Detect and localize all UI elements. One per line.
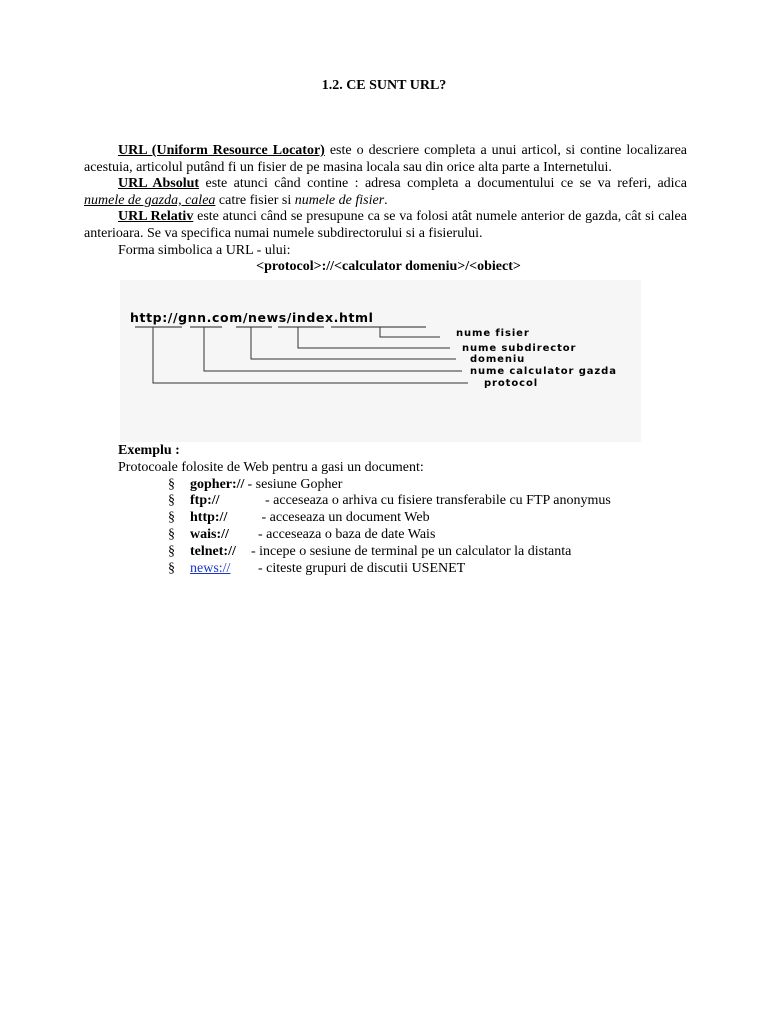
url-term: URL (Uniform Resource Locator) — [118, 143, 325, 158]
label-protocol: protocol — [484, 378, 539, 389]
protocol-name: telnet:// — [190, 543, 236, 559]
bullet-icon: § — [168, 526, 175, 542]
bullet-icon: § — [168, 510, 175, 526]
bullet-icon: § — [168, 560, 175, 576]
protocol-item — [118, 544, 678, 561]
protocol-item — [118, 493, 678, 510]
relative-url-text: este atunci când se presupune ca se va folosi atât numele anterior de gazda, cât si calea anterioara. Se va specifica numai numele subdirectorului si a fisierului. — [84, 209, 687, 241]
absolute-url-term: URL Absolut — [118, 176, 200, 192]
example-heading: Exemplu : — [118, 443, 180, 458]
protocol-name: wais:// — [190, 526, 229, 542]
protocol-item — [118, 527, 678, 544]
bullet-icon: § — [168, 476, 175, 492]
protocol-name: gopher:// — [190, 476, 245, 492]
protocol-list — [118, 477, 678, 578]
connector-domain — [251, 327, 456, 359]
diagram-url-text: http://gnn.com/news/index.html — [130, 310, 374, 325]
protocol-item — [118, 561, 678, 578]
connector-protocol — [153, 327, 468, 383]
connector-file — [380, 327, 440, 337]
label-host: nume calculator gazda — [470, 366, 617, 377]
protocol-description: - sesiune Gopher — [244, 476, 343, 492]
absolute-url-text-b: catre fisier si — [215, 192, 295, 208]
absolute-url-text-a: este atunci când contine : adresa completa a documentului ce se va referi, adica — [199, 176, 687, 192]
protocol-link[interactable]: news:// — [190, 560, 231, 576]
protocol-name: http:// — [190, 510, 228, 526]
protocol-description: - citeste grupuri de discutii USENET — [244, 560, 466, 576]
absolute-url-paragraph — [84, 176, 687, 209]
section-heading: 1.2. CE SUNT URL? — [321, 78, 447, 93]
url-diagram-svg — [120, 280, 641, 442]
label-subdir: nume subdirector — [462, 343, 577, 354]
example-intro: Protocoale folosite de Web pentru a gasi un document: — [118, 459, 424, 475]
protocol-name: ftp:// — [190, 493, 220, 509]
symbolic-form-intro: Forma simbolica a URL - ului: — [118, 242, 291, 258]
protocol-description: - acceseaza o baza de date Wais — [244, 526, 436, 542]
connector-host — [204, 327, 462, 371]
relative-url-term: URL Relativ — [118, 209, 194, 225]
relative-url-paragraph — [84, 209, 687, 242]
bullet-icon: § — [168, 543, 175, 559]
connector-lines — [153, 327, 468, 383]
protocol-description: - incepe o sesiune de terminal pe un calculator la distanta — [244, 543, 572, 559]
url-definition-text: este o descriere completa a unui articol, si contine localizarea acestuia, articolul putând fi un fisier de pe masina locala sau din orice alta parte a Internetului. — [84, 143, 687, 175]
protocol-description: - acceseaza un document Web — [244, 510, 430, 526]
protocol-description: - acceseaza o arhiva cu fisiere transferabile cu FTP anonymus — [244, 493, 611, 509]
protocol-item — [118, 477, 678, 494]
bullet-icon: § — [168, 493, 175, 509]
absolute-url-text-c: . — [384, 192, 388, 208]
absolute-url-italic-a: numele de gazda, calea — [84, 192, 216, 208]
body-text — [84, 143, 687, 276]
example-section — [118, 443, 678, 577]
url-definition-paragraph — [84, 143, 687, 176]
symbolic-form: <protocol>://<calculator domeniu>/<obiect> — [256, 259, 521, 275]
label-file: nume fisier — [456, 328, 530, 339]
protocol-item — [118, 510, 678, 527]
absolute-url-italic-b: numele de fisier — [294, 192, 385, 208]
label-domain: domeniu — [470, 354, 526, 365]
url-structure-diagram — [120, 280, 641, 442]
